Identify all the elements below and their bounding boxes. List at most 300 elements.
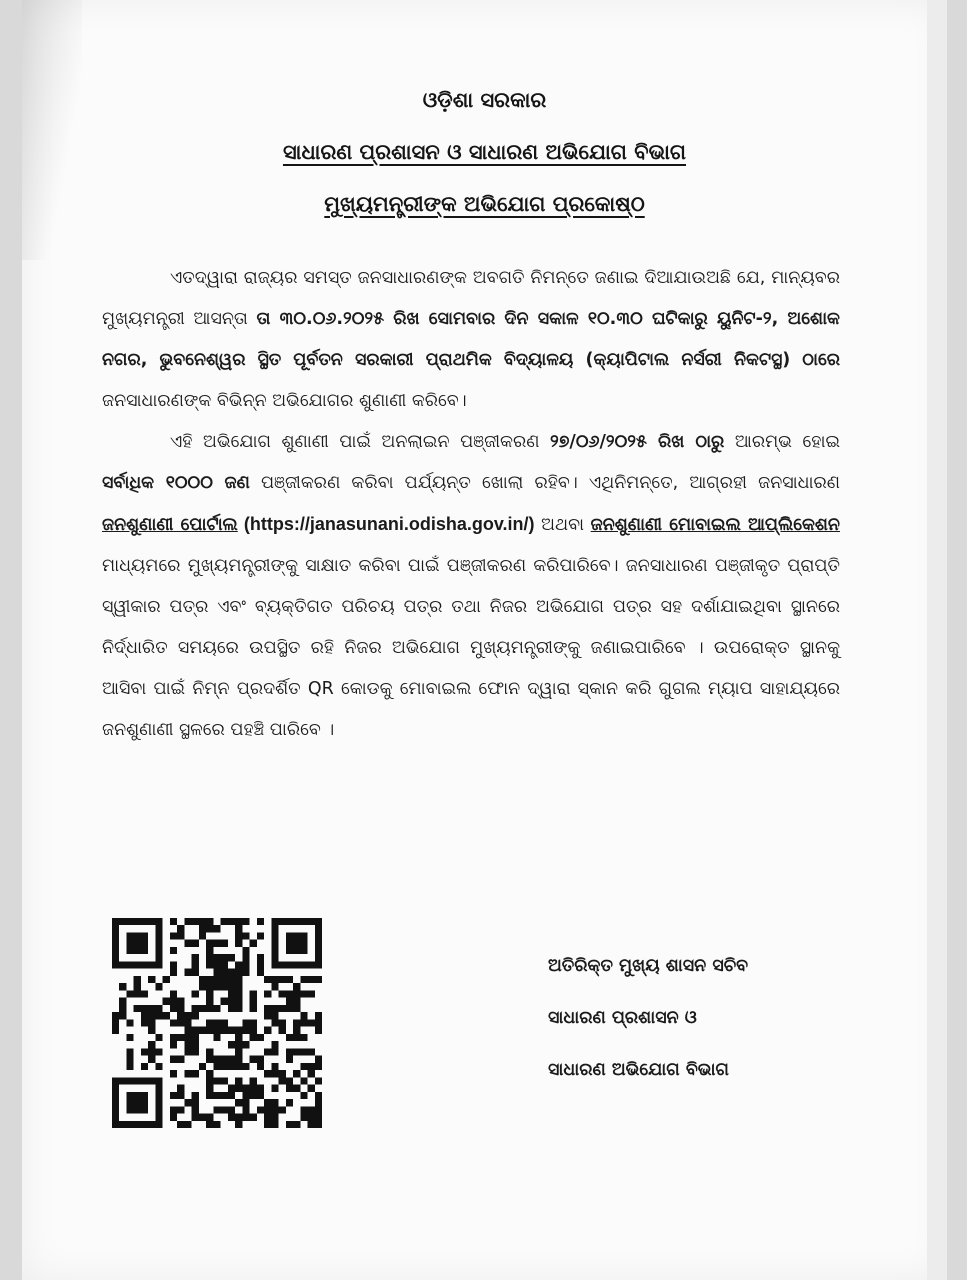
qr-module [148, 918, 155, 925]
qr-module [213, 940, 220, 947]
qr-module [119, 1005, 126, 1012]
qr-module [235, 1085, 242, 1092]
qr-module [148, 1005, 155, 1012]
qr-module [170, 998, 177, 1005]
qr-module [271, 932, 278, 939]
qr-module [184, 1048, 191, 1055]
qr-module [279, 976, 286, 983]
qr-module [250, 998, 257, 1005]
qr-module [170, 1034, 177, 1041]
qr-module [192, 1012, 199, 1019]
qr-module [206, 1027, 213, 1034]
qr-module [271, 1106, 278, 1113]
qr-module [126, 990, 133, 997]
qr-module [134, 983, 141, 990]
qr-module [250, 940, 257, 947]
qr-module [250, 1034, 257, 1041]
para2-text-e: ମାଧ୍ୟମରେ ମୁଖ୍ୟମନ୍ତ୍ରୀଙ୍କୁ ସାକ୍ଷାତ କରିବା ପାଇଁ ପଞ୍ଜୀକରଣ କରିପାରିବେ। ଜନସାଧାରଣ ପଞ୍ଜୀକୃତ ପ୍ରାପ୍ତି ସ୍ୱୀକାର ପତ୍ର ଏବଂ ବ୍ୟକ୍ତିଗତ ପରିଚୟ ପତ୍ର ତଥା ନିଜର ଅଭିଯୋଗ ପତ୍ର ସହ ଦର୍ଶାଯାଇଥିବା ସ୍ଥାନରେ ନିର୍ଦ୍ଧାରିତ ସମୟରେ ଉପସ୍ଥିତ ରହି ନିଜର ଅଭିଯୋଗ ମୁଖ୍ୟମନ୍ତ୍ରୀଙ୍କୁ ଜଣାଇପାରିବେ । ଉପରୋକ୍ତ ସ୍ଥାନକୁ ଆସିବା ପାଇଁ ନିମ୍ନ ପ୍ରଦର୍ଶିତ QR କୋଡକୁ ମୋବାଇଲ ଫୋନ ଦ୍ୱାରା ସ୍କାନ କରି ଗୁଗଲ ମ୍ୟାପ ସାହାଯ୍ୟରେ ଜନଶୁଣାଣୀ ସ୍ଥଳରେ ପହଞ୍ଚି ପାରିବେ । [102, 556, 840, 740]
qr-module [228, 1056, 235, 1063]
qr-module [134, 976, 141, 983]
qr-module [141, 1019, 148, 1026]
qr-module [184, 969, 191, 976]
qr-module [279, 961, 286, 968]
qr-module [170, 1092, 177, 1099]
qr-module [199, 918, 206, 925]
qr-module [286, 1056, 293, 1063]
qr-module [228, 1041, 235, 1048]
qr-module [300, 1019, 307, 1026]
qr-module [264, 1048, 271, 1055]
qr-module [264, 1121, 271, 1128]
qr-module [213, 983, 220, 990]
qr-module [206, 1070, 213, 1077]
qr-module [271, 940, 278, 947]
qr-module [235, 1056, 242, 1063]
qr-module [141, 1092, 148, 1099]
qr-module [315, 1019, 322, 1026]
qr-module [213, 976, 220, 983]
qr-module [271, 925, 278, 932]
qr-module [155, 961, 162, 968]
qr-module [293, 1034, 300, 1041]
qr-module [126, 1121, 133, 1128]
qr-module [315, 925, 322, 932]
qr-module [228, 983, 235, 990]
qr-module [141, 947, 148, 954]
qr-module [300, 1063, 307, 1070]
qr-module [293, 1019, 300, 1026]
qr-module [170, 990, 177, 997]
para2-text-c: ପଞ୍ଜୀକରଣ କରିବା ପର୍ଯ୍ୟନ୍ତ ଖୋଲା ରହିବ। ଏଥିନିମନ୍ତେ, ଆଗ୍ରହୀ ଜନସାଧାରଣ [249, 473, 840, 493]
qr-module [213, 1027, 220, 1034]
qr-module [235, 1121, 242, 1128]
qr-module [308, 1063, 315, 1070]
qr-module [235, 990, 242, 997]
qr-module [235, 1048, 242, 1055]
qr-module [228, 954, 235, 961]
qr-module [235, 940, 242, 947]
qr-module [141, 1121, 148, 1128]
qr-module [286, 947, 293, 954]
qr-module [177, 1121, 184, 1128]
para2-text-b: ଆରମ୍ଭ ହୋଇ [724, 432, 841, 452]
signatory-department-2: ସାଧାରଣ ଅଭିଯୋଗ ବିଭାଗ [548, 1060, 729, 1080]
qr-module [134, 961, 141, 968]
qr-code-icon [112, 918, 322, 1128]
paragraph-1 [102, 258, 840, 422]
qr-module [206, 1092, 213, 1099]
qr-module [271, 1048, 278, 1055]
signatory-department-1: ସାଧାରଣ ପ୍ରଶାସନ ଓ [548, 1008, 697, 1028]
qr-module [134, 918, 141, 925]
qr-module [308, 1048, 315, 1055]
qr-module [228, 1092, 235, 1099]
qr-module [155, 1085, 162, 1092]
qr-module [213, 954, 220, 961]
qr-module [155, 940, 162, 947]
qr-module [271, 1099, 278, 1106]
qr-module [177, 1012, 184, 1019]
qr-module [112, 940, 119, 947]
qr-module [155, 983, 162, 990]
qr-module [242, 969, 249, 976]
qr-module [126, 961, 133, 968]
qr-module [315, 1027, 322, 1034]
qr-module [155, 925, 162, 932]
qr-module [184, 1099, 191, 1106]
qr-module [163, 998, 170, 1005]
qr-module [155, 1092, 162, 1099]
qr-module [221, 1092, 228, 1099]
qr-module [315, 1106, 322, 1113]
qr-module [242, 947, 249, 954]
qr-module [315, 1063, 322, 1070]
qr-module [300, 1092, 307, 1099]
qr-module [177, 1019, 184, 1026]
qr-module [315, 1012, 322, 1019]
qr-module [286, 940, 293, 947]
qr-module [213, 1034, 220, 1041]
qr-module [199, 1027, 206, 1034]
qr-module [192, 1041, 199, 1048]
qr-module [134, 1092, 141, 1099]
qr-module [221, 1019, 228, 1026]
qr-module [286, 918, 293, 925]
qr-module [228, 976, 235, 983]
qr-module [148, 1056, 155, 1063]
qr-module [141, 1005, 148, 1012]
qr-module [286, 1005, 293, 1012]
qr-module [112, 1012, 119, 1019]
qr-module [177, 925, 184, 932]
qr-module [300, 1077, 307, 1084]
qr-module [192, 1034, 199, 1041]
qr-module [112, 1092, 119, 1099]
para2-bold-limit: ସର୍ବାଧିକ ୧୦୦୦ ଜଣ [102, 473, 250, 493]
qr-module [213, 1121, 220, 1128]
qr-module [184, 1070, 191, 1077]
qr-module [242, 1092, 249, 1099]
qr-module [242, 954, 249, 961]
qr-module [235, 1077, 242, 1084]
qr-module [213, 1092, 220, 1099]
qr-module [308, 1085, 315, 1092]
qr-module [155, 1106, 162, 1113]
qr-module [279, 1106, 286, 1113]
qr-module [192, 1092, 199, 1099]
qr-module [293, 998, 300, 1005]
qr-module [242, 1099, 249, 1106]
qr-module [206, 990, 213, 997]
qr-module [250, 1085, 257, 1092]
qr-module [228, 1106, 235, 1113]
qr-module [163, 1012, 170, 1019]
qr-module [271, 947, 278, 954]
qr-module [213, 961, 220, 968]
qr-module [242, 1041, 249, 1048]
qr-module [155, 932, 162, 939]
qr-module [257, 1063, 264, 1070]
qr-module [286, 1099, 293, 1106]
qr-module [177, 1034, 184, 1041]
qr-module [199, 925, 206, 932]
qr-module [300, 940, 307, 947]
qr-module [221, 998, 228, 1005]
qr-module [264, 1027, 271, 1034]
qr-module [235, 1005, 242, 1012]
qr-module [264, 1106, 271, 1113]
qr-module [293, 983, 300, 990]
qr-module [184, 940, 191, 947]
qr-module [300, 990, 307, 997]
paragraph-2 [102, 422, 840, 751]
page-shadow [22, 0, 82, 260]
qr-module [184, 1012, 191, 1019]
qr-module [235, 961, 242, 968]
qr-module [293, 961, 300, 968]
qr-module [112, 947, 119, 954]
qr-module [134, 940, 141, 947]
qr-module [177, 1085, 184, 1092]
qr-module [206, 976, 213, 983]
qr-module [134, 1005, 141, 1012]
qr-module [126, 1063, 133, 1070]
qr-module [308, 990, 315, 997]
qr-module [155, 1114, 162, 1121]
qr-module [221, 1063, 228, 1070]
qr-module [250, 1092, 257, 1099]
qr-module [206, 918, 213, 925]
qr-module [315, 1099, 322, 1106]
qr-module [177, 1106, 184, 1113]
qr-module [112, 925, 119, 932]
qr-module [112, 1019, 119, 1026]
qr-module [235, 969, 242, 976]
qr-module [264, 1099, 271, 1106]
qr-module [199, 1005, 206, 1012]
qr-module [155, 1121, 162, 1128]
qr-module [315, 1092, 322, 1099]
qr-module [213, 925, 220, 932]
qr-module [300, 976, 307, 983]
qr-module [126, 940, 133, 947]
qr-module [126, 1034, 133, 1041]
qr-module [221, 918, 228, 925]
qr-module [235, 976, 242, 983]
qr-module [228, 998, 235, 1005]
qr-module [315, 1121, 322, 1128]
qr-module [170, 1070, 177, 1077]
qr-module [286, 961, 293, 968]
qr-module [126, 1106, 133, 1113]
qr-module [308, 1070, 315, 1077]
qr-module [170, 1005, 177, 1012]
qr-module [221, 961, 228, 968]
qr-module [315, 947, 322, 954]
qr-module [184, 1019, 191, 1026]
qr-module [271, 1005, 278, 1012]
qr-module [134, 990, 141, 997]
para1-bold-venue: ତା ୩୦.୦୬.୨୦୨୫ ରିଖ ସୋମବାର ଦିନ ସକାଳ ୧୦.୩୦ ଘଟିକାରୁ ୟୁନିଟ-୨, ଅଶୋକ ନଗର, ଭୁବନେଶ୍ୱର ସ୍ଥିତ ପୂର୍ବତନ ସରକାରୀ ପ୍ରାଥମିକ ବିଦ୍ୟାଳୟ (କ୍ୟାପିଟାଲ ନର୍ସରୀ ନିକଟସ୍ଥ) ଠାରେ [102, 309, 840, 370]
qr-module [184, 1121, 191, 1128]
qr-module [148, 1019, 155, 1026]
qr-module [264, 976, 271, 983]
qr-module [300, 1034, 307, 1041]
qr-module [271, 918, 278, 925]
qr-module [264, 990, 271, 997]
qr-module [242, 1063, 249, 1070]
qr-module [293, 990, 300, 997]
qr-module [206, 961, 213, 968]
qr-module [300, 1048, 307, 1055]
qr-module [192, 1005, 199, 1012]
qr-module [199, 976, 206, 983]
qr-module [192, 961, 199, 968]
qr-module [126, 1092, 133, 1099]
qr-module [155, 1034, 162, 1041]
qr-module [134, 1106, 141, 1113]
qr-module [271, 1063, 278, 1070]
qr-module [250, 1114, 257, 1121]
signature-block [548, 940, 888, 1096]
qr-module [134, 932, 141, 939]
qr-module [177, 1092, 184, 1099]
qr-module [257, 969, 264, 976]
qr-module [286, 1077, 293, 1084]
qr-module [170, 918, 177, 925]
qr-module [134, 1121, 141, 1128]
qr-module [119, 1077, 126, 1084]
qr-module [293, 918, 300, 925]
qr-module [134, 1077, 141, 1084]
qr-module [228, 990, 235, 997]
qr-module [141, 932, 148, 939]
qr-module [235, 1114, 242, 1121]
portal-url[interactable]: (https://janasunani.odisha.gov.in/) [237, 514, 535, 534]
qr-module [271, 976, 278, 983]
qr-module [279, 918, 286, 925]
qr-module [119, 961, 126, 968]
qr-module [315, 1114, 322, 1121]
qr-module [221, 940, 228, 947]
para1-text-b: ଜନସାଧାରଣଙ୍କ ବିଭିନ୍ନ ଅଭିଯୋଗର ଶୁଣାଣୀ କରିବେ। [102, 391, 467, 411]
qr-module [119, 918, 126, 925]
qr-module [257, 1034, 264, 1041]
qr-module [206, 1005, 213, 1012]
qr-module [126, 932, 133, 939]
notice-body [102, 258, 840, 751]
qr-module [170, 932, 177, 939]
qr-module [257, 918, 264, 925]
qr-module [192, 1048, 199, 1055]
qr-module [315, 1077, 322, 1084]
qr-module [213, 1056, 220, 1063]
qr-module [134, 1099, 141, 1106]
qr-module [163, 976, 170, 983]
qr-module [119, 1121, 126, 1128]
qr-module [293, 932, 300, 939]
qr-module [126, 947, 133, 954]
qr-module [228, 1085, 235, 1092]
qr-module [112, 961, 119, 968]
qr-module [206, 1121, 213, 1128]
qr-module [271, 983, 278, 990]
qr-module [308, 1106, 315, 1113]
qr-module [126, 918, 133, 925]
qr-module [148, 1027, 155, 1034]
qr-module [264, 1114, 271, 1121]
qr-module [315, 932, 322, 939]
qr-module [170, 961, 177, 968]
qr-module [170, 1019, 177, 1026]
qr-module [199, 983, 206, 990]
qr-module [300, 961, 307, 968]
qr-module [126, 1056, 133, 1063]
qr-module [250, 990, 257, 997]
qr-module [235, 1063, 242, 1070]
qr-module [155, 1005, 162, 1012]
qr-module [271, 1121, 278, 1128]
qr-module [177, 1056, 184, 1063]
qr-module [286, 1121, 293, 1128]
qr-module [235, 918, 242, 925]
qr-module [206, 940, 213, 947]
document-page [22, 0, 947, 1280]
qr-module [286, 998, 293, 1005]
qr-module [199, 1063, 206, 1070]
qr-module [279, 1019, 286, 1026]
qr-module [119, 1012, 126, 1019]
qr-module [170, 1114, 177, 1121]
qr-module [155, 1012, 162, 1019]
qr-module [250, 1019, 257, 1026]
qr-module [286, 1085, 293, 1092]
qr-module [293, 1085, 300, 1092]
qr-module [192, 918, 199, 925]
qr-module [148, 1121, 155, 1128]
qr-module [308, 1121, 315, 1128]
qr-module [221, 969, 228, 976]
qr-module [293, 1121, 300, 1128]
qr-module [308, 976, 315, 983]
qr-module [112, 1085, 119, 1092]
qr-module [206, 998, 213, 1005]
qr-module [177, 1005, 184, 1012]
qr-module [257, 954, 264, 961]
qr-module [257, 1085, 264, 1092]
qr-module [170, 1056, 177, 1063]
qr-module [155, 918, 162, 925]
qr-module [308, 918, 315, 925]
qr-module [250, 1005, 257, 1012]
qr-module [308, 1114, 315, 1121]
para2-text-d: ଅଥବା [534, 515, 591, 535]
qr-module [315, 918, 322, 925]
qr-module [271, 1041, 278, 1048]
qr-module [271, 1070, 278, 1077]
qr-module [242, 918, 249, 925]
qr-module [221, 954, 228, 961]
qr-module [155, 1063, 162, 1070]
qr-module [192, 969, 199, 976]
qr-module [286, 1034, 293, 1041]
qr-module [300, 1012, 307, 1019]
qr-module [141, 918, 148, 925]
qr-module [119, 983, 126, 990]
qr-module [228, 1114, 235, 1121]
qr-module [228, 1005, 235, 1012]
qr-module [213, 1063, 220, 1070]
